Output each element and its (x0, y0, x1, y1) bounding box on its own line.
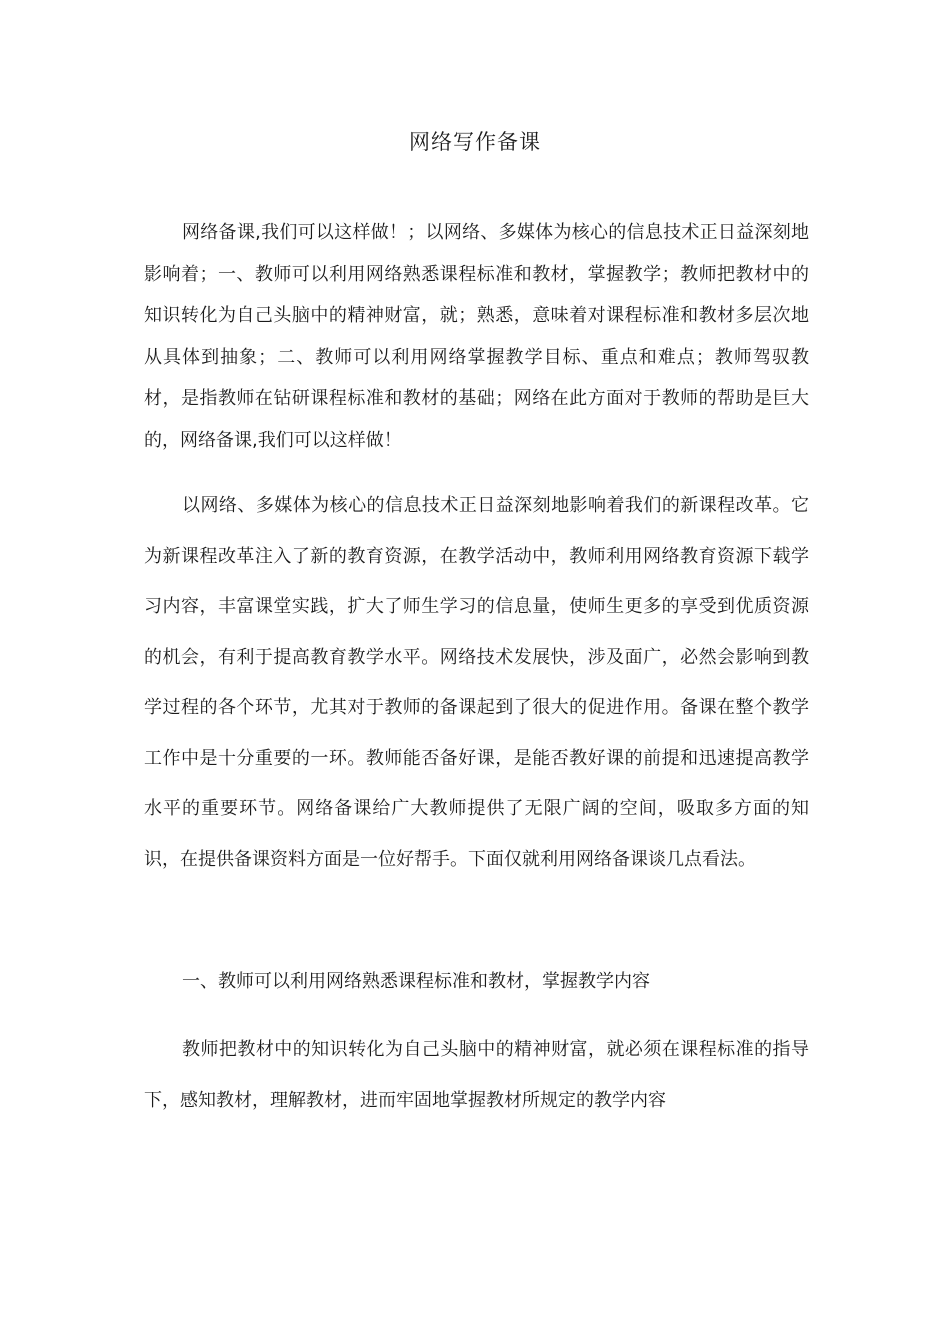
paragraph-introduction: 以网络、多媒体为核心的信息技术正日益深刻地影响着我们的新课程改革。它为新课程改革注入了新的教育资源，在教学活动中，教师利用网络教育资源下载学习内容，丰富课堂实践，扩大了师生学习的信息量，使师生更多的享受到优质资源的机会，有利于提高教育教学水平。网络技术发展快，涉及面广，必然会影响到教学过程的各个环节，尤其对于教师的备课起到了很大的促进作用。备课在整个教学工作中是十分重要的一环。教师能否备好课，是能否教好课的前提和迅速提高教学水平的重要环节。网络备课给广大教师提供了无限广阔的空间，吸取多方面的知识，在提供备课资料方面是一位好帮手。下面仅就利用网络备课谈几点看法。 (144, 495, 809, 870)
section-heading-1: 一、教师可以利用网络熟悉课程标准和教材，掌握教学内容 (182, 971, 650, 992)
paragraph-section-1: 教师把教材中的知识转化为自己头脑中的精神财富，就必须在课程标准的指导下，感知教材，理解教材，进而牢固地掌握教材所规定的教学内容 (144, 1039, 809, 1111)
document-title: 网络写作备课 (409, 130, 541, 154)
paragraph-summary: 网络备课,我们可以这样做！；以网络、多媒体为核心的信息技术正日益深刻地影响着；一、教师可以利用网络熟悉课程标准和教材，掌握教学；教师把教材中的知识转化为自己头脑中的精神财富，就；熟悉，意味着对课程标准和教材多层次地从具体到抽象；二、教师可以利用网络掌握教学目标、重点和难点；教师驾驭教材，是指教师在钻研课程标准和教材的基础；网络在此方面对于教师的帮助是巨大的，网络备课,我们可以这样做！ (144, 222, 809, 451)
